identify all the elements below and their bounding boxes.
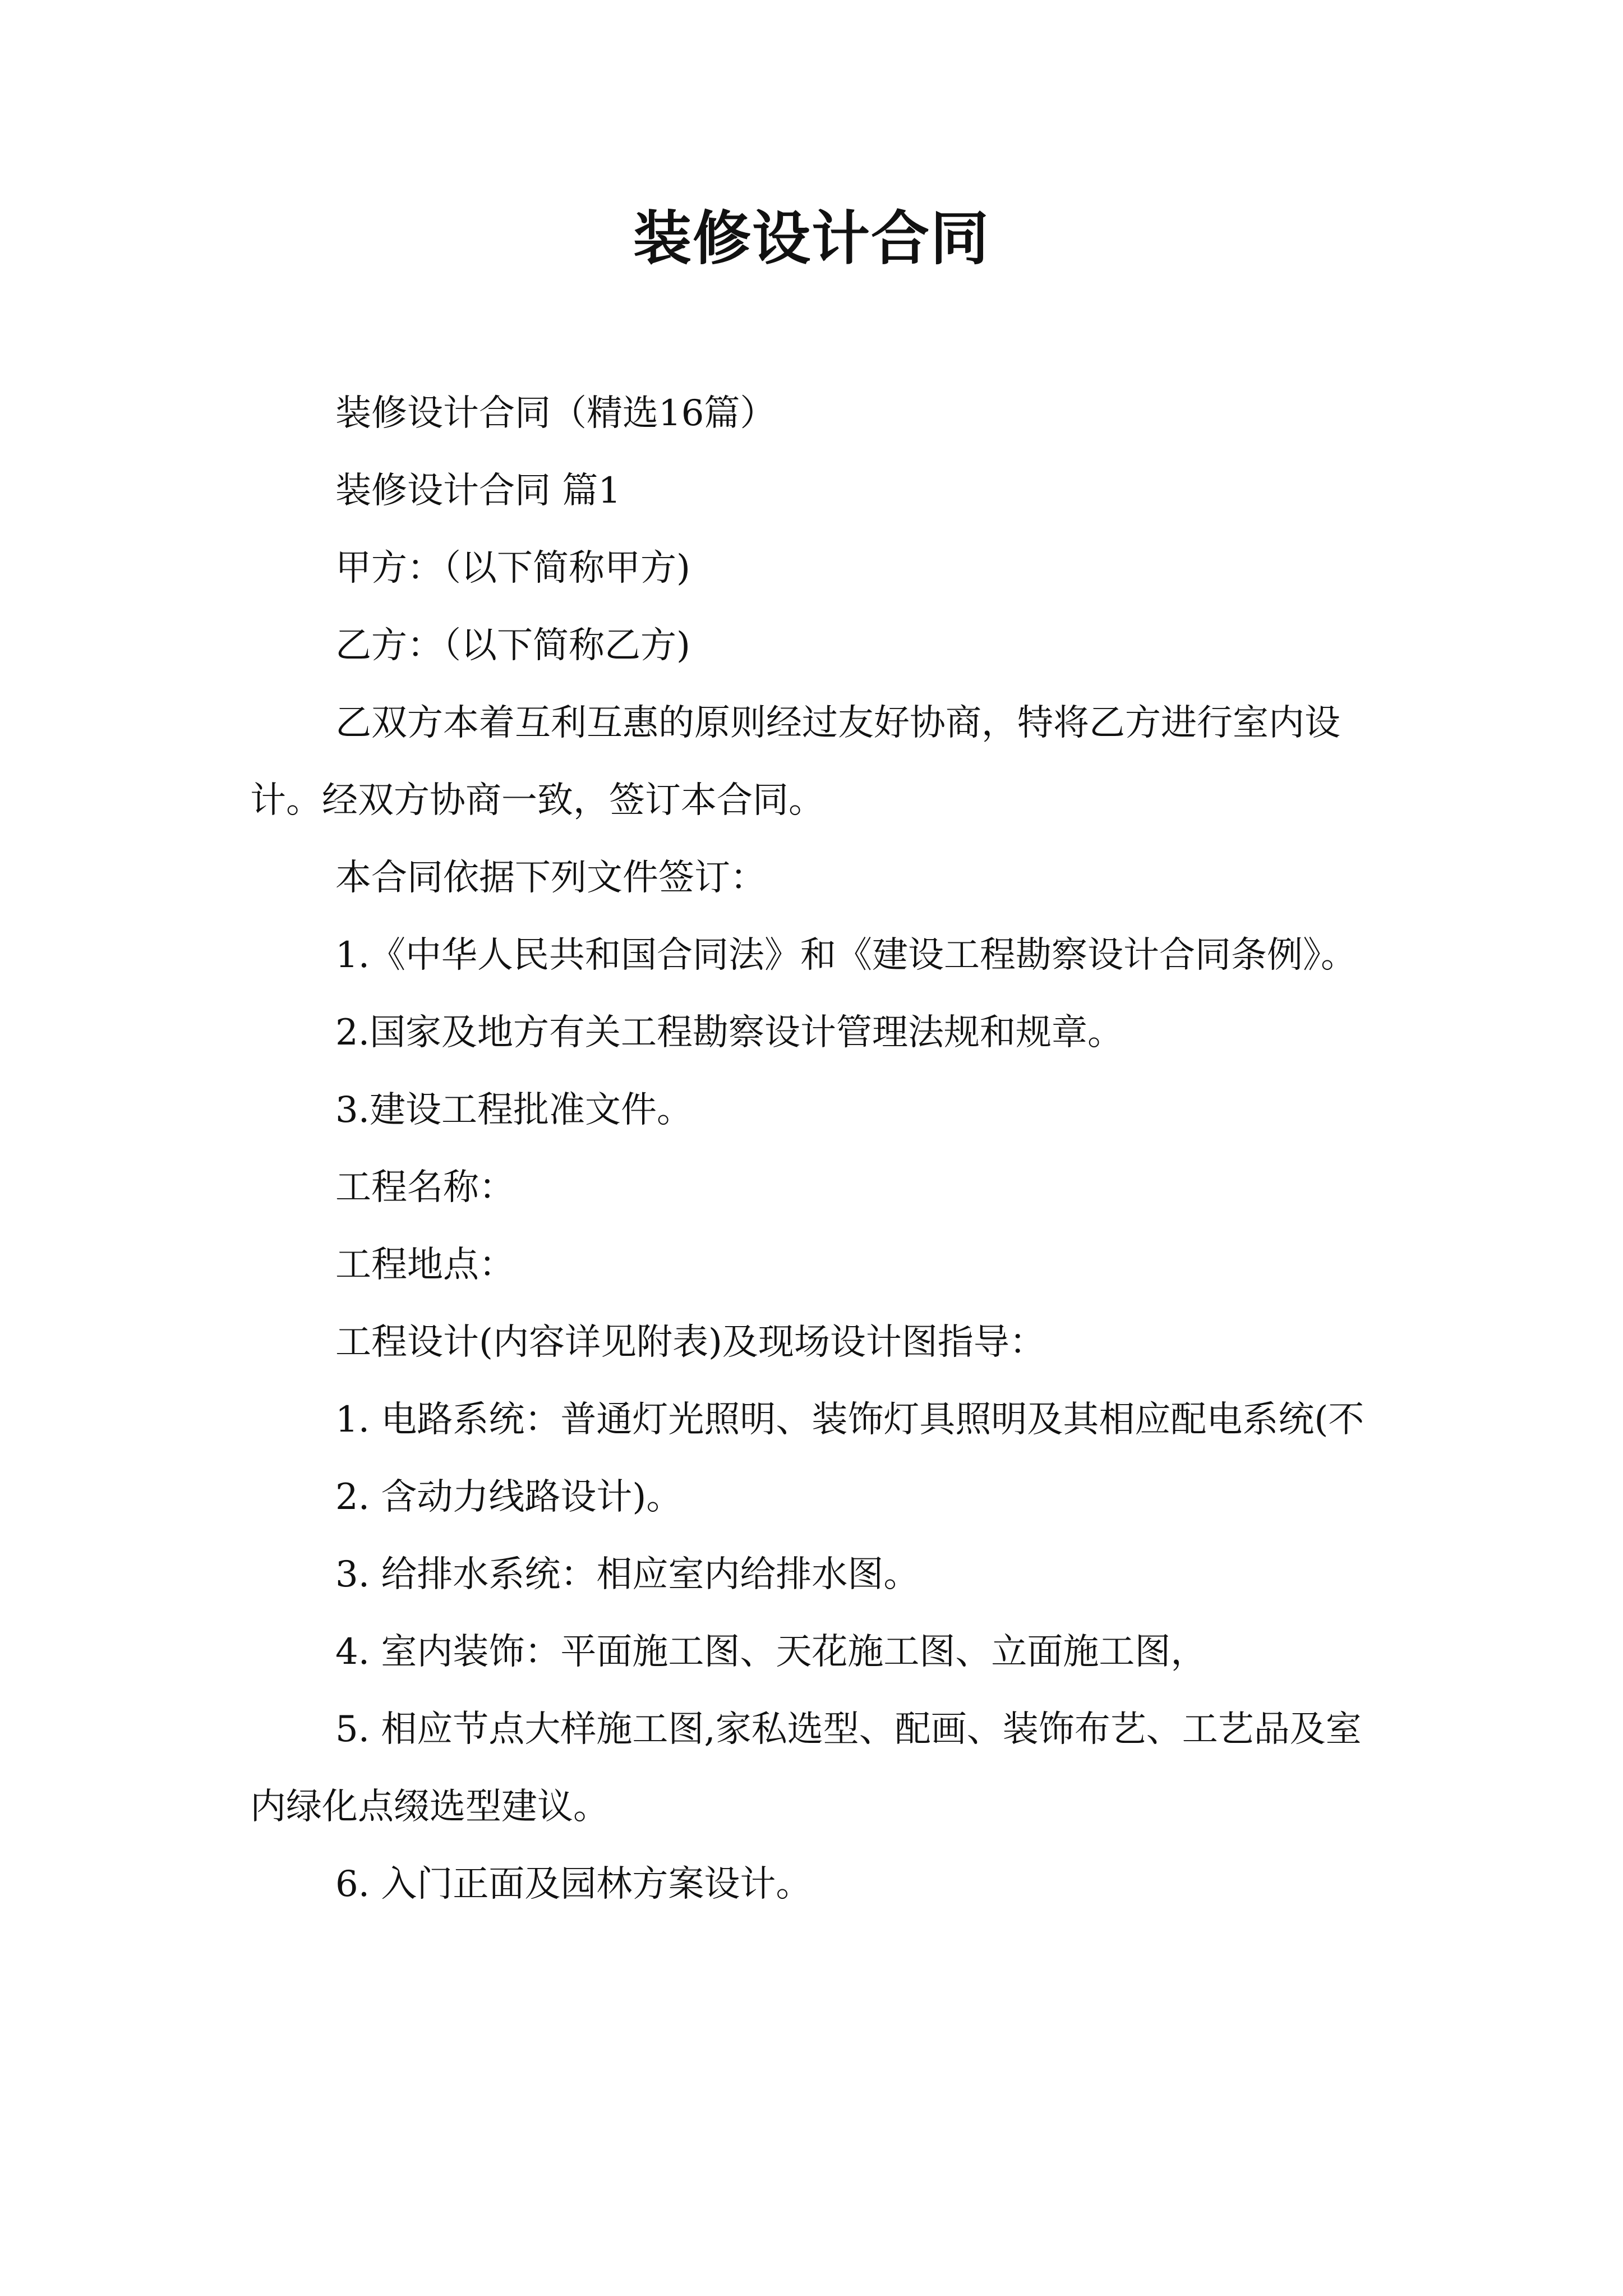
- paragraph: 5. 相应节点大样施工图,家私选型、配画、装饰布艺、工艺品及室内绿化点缀选型建议。: [250, 1709, 1362, 1828]
- paragraph: 工程名称：: [335, 1167, 515, 1208]
- paragraph: 乙方：（以下简称乙方): [335, 625, 690, 666]
- paragraph: 工程地点：: [335, 1244, 515, 1286]
- paragraph: 乙双方本着互利互惠的原则经过友好协商，特将乙方进行室内设计。经双方协商一致，签订本合同。: [250, 702, 1340, 821]
- paragraph: 1.《中华人民共和国合同法》和《建设工程勘察设计合同条例》。: [335, 935, 1357, 976]
- paragraph: 3.建设工程批准文件。: [335, 1089, 693, 1131]
- paragraph: 2. 含动力线路设计)。: [335, 1476, 683, 1518]
- paragraph: 3. 给排水系统：相应室内给排水图。: [335, 1554, 920, 1595]
- paragraph: 6. 入门正面及园林方案设计。: [335, 1864, 812, 1905]
- paragraph: 本合同依据下列文件签订：: [335, 857, 766, 899]
- paragraph: 装修设计合同（精选16篇）: [335, 393, 776, 434]
- paragraph: 2.国家及地方有关工程勘察设计管理法规和规章。: [335, 1012, 1124, 1053]
- paragraph: 装修设计合同 篇1: [335, 470, 621, 512]
- paragraph: 1. 电路系统：普通灯光照明、装饰灯具照明及其相应配电系统(不: [335, 1399, 1364, 1441]
- document-body: [250, 375, 1394, 1923]
- paragraph: 4. 室内装饰：平面施工图、天花施工图、立面施工图，: [335, 1631, 1207, 1673]
- paragraph: 甲方：（以下简称甲方): [335, 547, 690, 589]
- document-title: 装修设计合同: [633, 204, 990, 273]
- paragraph: 工程设计(内容详见附表)及现场设计图指导：: [335, 1322, 1045, 1363]
